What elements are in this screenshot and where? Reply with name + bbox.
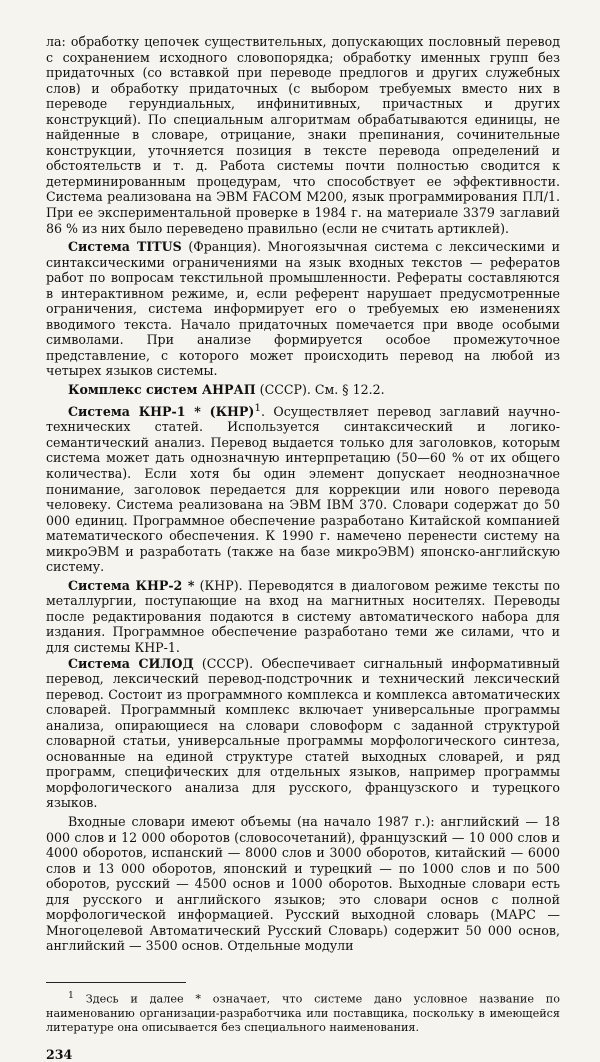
system-heading: Комплекс систем АНРАП	[68, 382, 256, 398]
paragraph-text: . Осуществляет перевод заглавий научно-технических статей. Используется синтаксический и логико-семантический анализ. Перевод выдается только для заголовков, которым система может дать однозначную интерпретацию (50—60 % от их общего количества). Если хотя бы один элемент допускает неоднозначное понимание, заголовок передается для коррекции или нового перевода человеку. Система реализована на ЭВМ IBM 370. Словари содержат до 50 000 единиц. Программное обеспечение разработано Китайской компанией математического обеспечения. К 1990 г. намечено перенести систему на микроЭВМ и разработать (также на базе микроЭВМ) японско-английскую систему.	[46, 403, 560, 575]
paragraph-knr1	[46, 401, 560, 575]
system-heading: Система СИЛОД	[68, 655, 194, 671]
paragraph-anrap	[46, 382, 560, 398]
system-heading: Система КНР-2 *	[68, 577, 195, 593]
footnote-mark: 1	[68, 989, 74, 1001]
paragraph-knr2	[46, 578, 560, 656]
footnote-divider	[46, 982, 186, 983]
system-heading: Система TITUS	[68, 239, 182, 255]
paragraph-text: (СССР). Обеспечивает сигнальный информативный перевод, лексический перевод-подстрочник и технический лексический перевод. Состоит из программного комплекса и комплекса автоматических словарей. Программный комплекс включает универсальные программы анализа, опирающиеся на словари словоформ с заданной структурой словарной статьи, универсальные программы морфологического синтеза, основанные на единой структуре статей выходных словарей, и ряд программ, специфических для отдельных языков, например программы морфологического анализа для русского, французского и турецкого языков.	[46, 655, 560, 811]
paragraph-silod	[46, 656, 560, 811]
paragraph-text: (КНР). Переводятся в диалоговом режиме тексты по металлургии, поступающие на вход на магнитных носителях. Переводы после редактирования подаются в систему автоматического набора для издания. Программное обеспечение разработано теми же силами, что и для системы КНР-1.	[46, 577, 560, 655]
footnote-text: Здесь и далее * означает, что системе дано условное название по наименованию организации-разработчика или поставщика, поскольку в имеющейся литературе она описывается без специального наименования.	[46, 992, 560, 1034]
paragraph-continuation	[46, 34, 560, 236]
paragraph-titus	[46, 239, 560, 379]
footnote	[46, 989, 560, 1035]
paragraph-text: (Франция). Многоязычная система с лексическими и синтаксическими ограничениями на язык входных текстов — рефератов работ по вопросам текстильной промышленности. Рефераты составляются в интерактивном режиме, и, если референт нарушает предусмотренные ограничения, система информирует его о требуемых ею изменениях вводимого текста. Начало придаточных помечается при вводе особыми символами. При анализе формируется особое промежуточное представление, с которого может происходить перевод на любой из четырех языков системы.	[46, 239, 560, 379]
paragraph-dictionaries	[46, 814, 560, 954]
system-heading: Система КНР-1 * (КНР)	[68, 403, 255, 419]
paragraph-text: (СССР). См. § 12.2.	[255, 382, 385, 398]
page-number: 234	[46, 1046, 73, 1062]
paragraph-text: ла: обработку цепочек существительных, допускающих пословный перевод с сохранением исходного словопорядка; обработку именных групп без придаточных (со вставкой при переводе предлогов и других служебных слов) и обработку придаточных (с выбором требуемых вместо них в переводе герундиальных, инфинитивных, причастных и других конструкций). По специальным алгоритмам обрабатываются единицы, не найденные в словаре, отрицание, знаки препинания, сочинительные конструкции, уточняется позиция в тексте перевода определений и обстоятельств и т. д. Работа системы почти полностью сводится к детерминированным процедурам, что способствует ее эффективности. Система реализована на ЭВМ FACOM M200, язык программирования ПЛ/1. При ее экспериментальной проверке в 1984 г. на материале 3379 заглавий 86 % из них было переведено правильно (если не считать артиклей).	[46, 34, 560, 236]
paragraph-text: Входные словари имеют объемы (на начало 1987 г.): английский — 18 000 слов и 12 000 оборотов (словосочетаний), французский — 10 000 слов и 4000 оборотов, испанский — 8000 слов и 3000 оборотов, китайский — 6000 слов и 13 000 оборотов, японский и турецкий — по 1000 слов и по 500 оборотов, русский — 4500 основ и 1000 оборотов. Выходные словари есть для русского и английского языков; это словари основ с полной морфологической информацией. Русский выходной словарь (МАРС — Многоцелевой Автоматический Русский Словарь) содержит 50 000 основ, английский — 3500 основ. Отдельные модули	[46, 813, 560, 954]
footnote-ref: 1	[254, 401, 262, 414]
